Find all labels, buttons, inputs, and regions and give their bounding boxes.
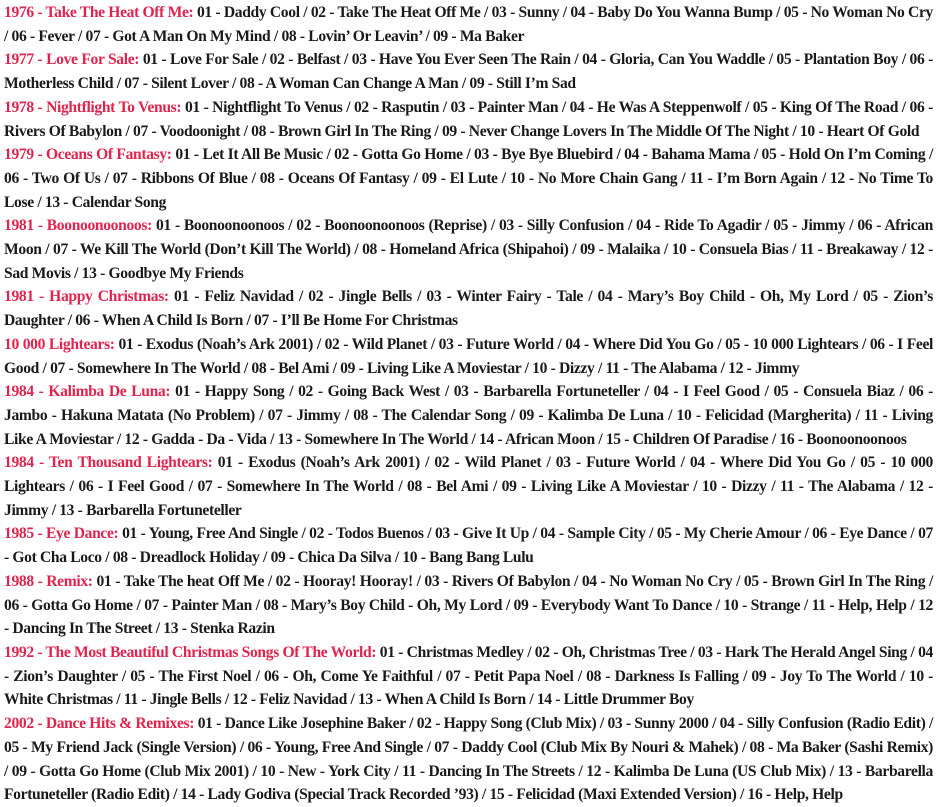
album-entry xyxy=(4,380,933,451)
track-list: 01 - Exodus (Noah’s Ark 2001) / 02 - Wild Planet / 03 - Future World / 04 - Where Did You Go / 05 - 10 000 Lightears / 06 - I Feel Good / 07 - Somewhere In The World / 08 - Bel Ami / 09 - Living Like A Moviestar / 10 - Dizzy / 11 - The Alabama / 12 - Jimmy xyxy=(4,335,933,377)
album-heading: 1992 - The Most Beautiful Christmas Songs Of The World: xyxy=(4,643,377,661)
album-entry xyxy=(4,641,933,712)
album-heading: 1979 - Oceans Of Fantasy: xyxy=(4,146,172,164)
album-heading: 1984 - Kalimba De Luna: xyxy=(4,383,171,401)
album-entry xyxy=(4,214,933,285)
track-list: 01 - Young, Free And Single / 02 - Todos Buenos / 03 - Give It Up / 04 - Sample City / 05 - My Cherie Amour / 06 - Eye Dance / 07 - Got Cha Loco / 08 - Dreadlock Holiday / 09 - Chica Da Silva / 10 - Bang Bang Lulu xyxy=(4,525,933,567)
album-entry xyxy=(4,96,933,143)
track-list: 01 - Happy Song / 02 - Going Back West / 03 - Barbarella Fortuneteller / 04 - I Feel Good / 05 - Consuela Biaz / 06 - Jambo - Hakuna Matata (No Problem) / 07 - Jimmy / 08 - The Calendar Song / 09 - Kalimba De Luna / 10 - Felicidad (Margherita) / 11 - Living Like A Moviestar / 12 - Gadda - Da - Vida / 13 - Somewhere In The World / 14 - African Moon / 15 - Children Of Paradise / 16 - Boonoonoonoos xyxy=(4,383,933,448)
track-list: 01 - Let It All Be Music / 02 - Gotta Go Home / 03 - Bye Bye Bluebird / 04 - Bahama Mama / 05 - Hold On I’m Coming / 06 - Two Of Us / 07 - Ribbons Of Blue / 08 - Oceans Of Fantasy / 09 - El Lute / 10 - No More Chain Gang / 11 - I’m Born Again / 12 - No Time To Lose / 13 - Calendar Song xyxy=(4,146,933,211)
album-entry xyxy=(4,522,933,569)
track-list: 01 - Love For Sale / 02 - Belfast / 03 - Have You Ever Seen The Rain / 04 - Gloria, Can You Waddle / 05 - Plantation Boy / 06 - Motherless Child / 07 - Silent Lover / 08 - A Woman Can Change A Man / 09 - Still I’m Sad xyxy=(4,51,933,93)
track-list: 01 - Nightflight To Venus / 02 - Rasputin / 03 - Painter Man / 04 - He Was A Steppenwolf / 05 - King Of The Road / 06 - Rivers Of Babylon / 07 - Voodoonight / 08 - Brown Girl In The Ring / 09 - Never Change Lovers In The Middle Of The Night / 10 - Heart Of Gold xyxy=(4,98,933,140)
track-list: 01 - Boonoonoonoos / 02 - Boonoonoonoos (Reprise) / 03 - Silly Confusion / 04 - Ride To Agadir / 05 - Jimmy / 06 - African Moon / 07 - We Kill The World (Don’t Kill The World) / 08 - Homeland Africa (Shipahoi) / 09 - Malaika / 10 - Consuela Bias / 11 - Breakaway / 12 - Sad Movis / 13 - Goodbye My Friends xyxy=(4,217,933,282)
track-list: 01 - Exodus (Noah’s Ark 2001) / 02 - Wild Planet / 03 - Future World / 04 - Where Did You Go / 05 - 10 000 Lightears / 06 - I Feel Good / 07 - Somewhere In The World / 08 - Bel Ami / 09 - Living Like A Moviestar / 10 - Dizzy / 11 - The Alabama / 12 - Jimmy / 13 - Barbarella Fortuneteller xyxy=(4,454,933,519)
album-entry xyxy=(4,333,933,380)
album-heading: 1977 - Love For Sale: xyxy=(4,51,140,69)
track-list: 01 - Christmas Medley / 02 - Oh, Christmas Tree / 03 - Hark The Herald Angel Sing / 04 - Zion’s Daughter / 05 - The First Noel / 06 - Oh, Come Ye Faithful / 07 - Petit Papa Noel / 08 - Darkness Is Falling / 09 - Joy To The World / 10 - White Christmas / 11 - Jingle Bells / 12 - Feliz Navidad / 13 - When A Child Is Born / 14 - Little Drummer Boy xyxy=(4,643,933,709)
track-list: 01 - Daddy Cool / 02 - Take The Heat Off Me / 03 - Sunny / 04 - Baby Do You Wanna Bump / 05 - No Woman No Cry / 06 - Fever / 07 - Got A Man On My Mind / 08 - Lovin’ Or Leavin’ / 09 - Ma Baker xyxy=(4,4,933,45)
album-entry xyxy=(4,143,933,214)
album-heading: 2002 - Dance Hits & Remixes: xyxy=(4,715,195,733)
album-heading: 1981 - Boonoonoonoos: xyxy=(4,217,152,235)
album-entry xyxy=(4,712,933,807)
album-heading: 1981 - Happy Christmas: xyxy=(4,288,169,306)
album-entry xyxy=(4,451,933,522)
album-entry xyxy=(4,285,933,332)
album-heading: 1978 - Nightflight To Venus: xyxy=(4,98,182,116)
album-heading: 1988 - Remix: xyxy=(4,572,93,590)
album-heading: 10 000 Lightears: xyxy=(4,335,115,353)
album-entry xyxy=(4,1,933,48)
track-list: 01 - Dance Like Josephine Baker / 02 - Happy Song (Club Mix) / 03 - Sunny 2000 / 04 - Silly Confusion (Radio Edit) / 05 - My Friend Jack (Single Version) / 06 - Young, Free And Single / 07 - Daddy Cool (Club Mix By Nouri & Mahek) / 08 - Ma Baker (Sashi Remix) / 09 - Gotta Go Home (Club Mix 2001) / 10 - New - York City / 11 - Dancing In The Streets / 12 - Kalimba De Luna (US Club Mix) / 13 - Barbarella Fortuneteller (Radio Edit) / 14 - Lady Godiva (Special Track Recorded ’93) / 15 - Felicidad (Maxi Extended Version) / 16 - Help, Help xyxy=(4,715,934,804)
album-heading: 1984 - Ten Thousand Lightears: xyxy=(4,454,213,472)
track-list: 01 - Feliz Navidad / 02 - Jingle Bells / 03 - Winter Fairy - Tale / 04 - Mary’s Boy Child - Oh, My Lord / 05 - Zion’s Daughter / 06 - When A Child Is Born / 07 - I’ll Be Home For Christmas xyxy=(4,288,933,330)
album-entry xyxy=(4,570,933,641)
track-list: 01 - Take The heat Off Me / 02 - Hooray! Hooray! / 03 - Rivers Of Babylon / 04 - No Woman No Cry / 05 - Brown Girl In The Ring / 06 - Gotta Go Home / 07 - Painter Man / 08 - Mary’s Boy Child - Oh, My Lord / 09 - Everybody Want To Dance / 10 - Strange / 11 - Help, Help / 12 - Dancing In The Street / 13 - Stenka Razin xyxy=(4,572,933,638)
album-entry xyxy=(4,48,933,95)
album-heading: 1985 - Eye Dance: xyxy=(4,525,119,543)
album-heading: 1976 - Take The Heat Off Me: xyxy=(4,4,194,21)
